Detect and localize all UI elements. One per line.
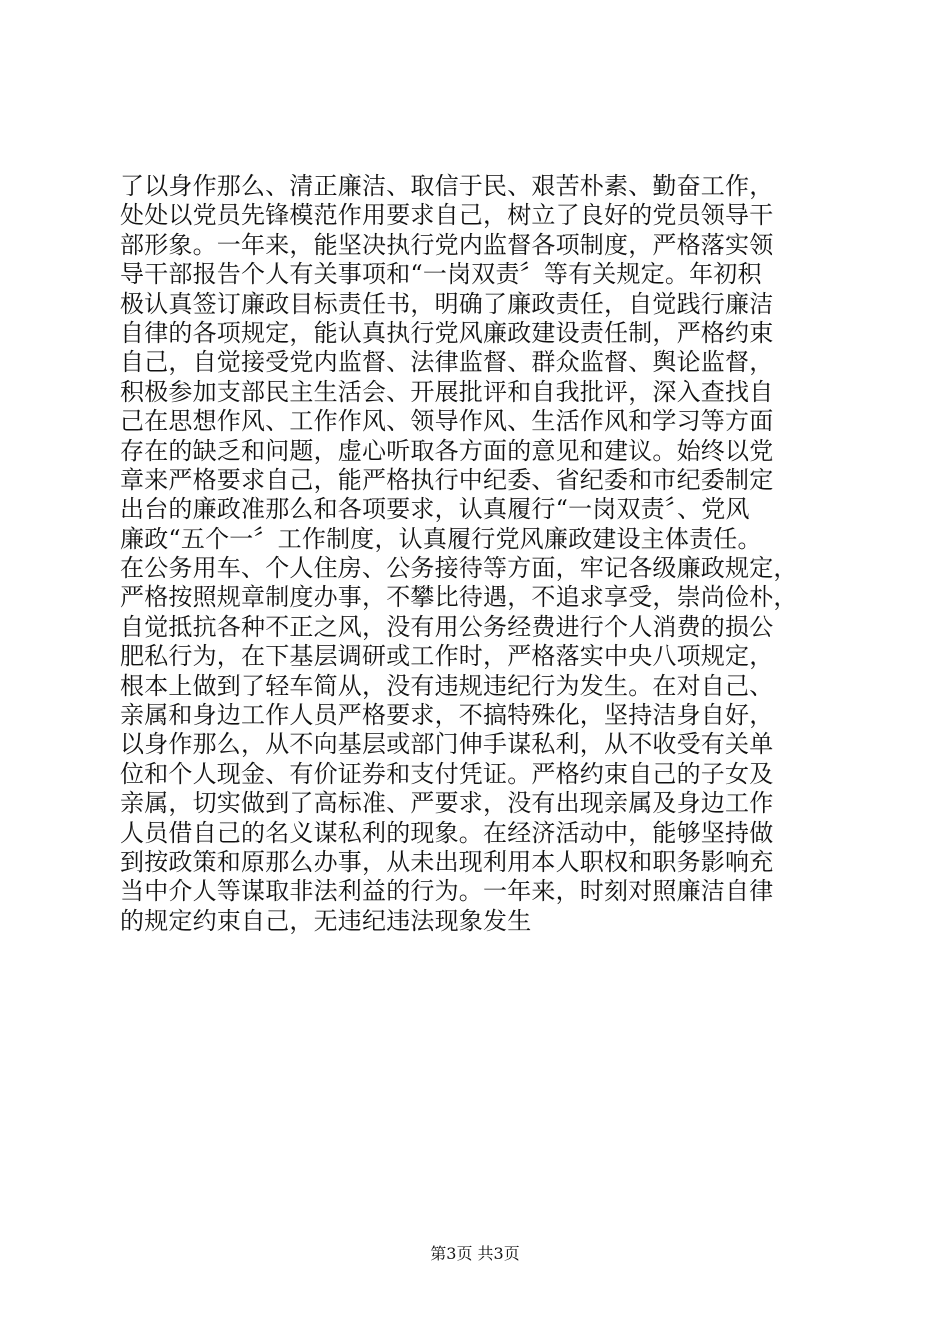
text-line: 严格按照规章制度办事，不攀比待遇，不追求享受，崇尚俭朴， bbox=[120, 583, 798, 612]
text-line: 的规定约束自己，无违纪违法现象发生 bbox=[120, 906, 532, 935]
text-line: 亲属和身边工作人员严格要求，不搞特殊化，坚持洁身自好， bbox=[120, 701, 774, 730]
text-line: 人员借自己的名义谋私利的现象。在经济活动中，能够坚持做 bbox=[120, 818, 774, 847]
text-line: 出台的廉政准那么和各项要求，认真履行“一岗双责〞、党风 bbox=[120, 495, 750, 524]
text-line: 了以身作那么、清正廉洁、取信于民、艰苦朴素、勤奋工作， bbox=[120, 172, 774, 200]
text-line: 存在的缺乏和问题，虚心听取各方面的意见和建议。始终以党 bbox=[120, 436, 774, 465]
page-number: 第3页 共3页 bbox=[430, 1244, 520, 1263]
text-line: 导干部报告个人有关事项和“一岗双责〞等有关规定。年初积 bbox=[120, 260, 762, 289]
text-line: 极认真签订廉政目标责任书，明确了廉政责任，自觉践行廉洁 bbox=[120, 289, 774, 318]
text-line: 以身作那么，从不向基层或部门伸手谋私利，从不收受有关单 bbox=[120, 730, 774, 759]
text-line: 积极参加支部民主生活会、开展批评和自我批评，深入查找自 bbox=[120, 377, 774, 406]
text-line: 部形象。一年来，能坚决执行党内监督各项制度，严格落实领 bbox=[120, 230, 774, 259]
text-line: 当中介人等谋取非法利益的行为。一年来，时刻对照廉洁自律 bbox=[120, 877, 774, 906]
text-line: 根本上做到了轻车简从，没有违规违纪行为发生。在对自己、 bbox=[120, 671, 774, 700]
text-line: 处处以党员先锋模范作用要求自己，树立了良好的党员领导干 bbox=[120, 201, 774, 230]
text-line: 自觉抵抗各种不正之风，没有用公务经费进行个人消费的损公 bbox=[120, 612, 774, 641]
body-text bbox=[120, 172, 840, 936]
text-line: 肥私行为，在下基层调研或工作时，严格落实中央八项规定， bbox=[120, 642, 774, 671]
text-line: 位和个人现金、有价证券和支付凭证。严格约束自己的子女及 bbox=[120, 759, 774, 788]
text-line: 廉政“五个一〞工作制度，认真履行党风廉政建设主体责任。 bbox=[120, 524, 762, 553]
text-line: 己在思想作风、工作作风、领导作风、生活作风和学习等方面 bbox=[120, 407, 774, 436]
text-line: 自律的各项规定，能认真执行党风廉政建设责任制，严格约束 bbox=[120, 318, 774, 347]
text-line: 到按政策和原那么办事，从未出现利用本人职权和职务影响充 bbox=[120, 847, 774, 876]
text-line: 自己，自觉接受党内监督、法律监督、群众监督、舆论监督， bbox=[120, 348, 774, 377]
page-footer bbox=[0, 1244, 950, 1264]
text-line: 章来严格要求自己，能严格执行中纪委、省纪委和市纪委制定 bbox=[120, 465, 774, 494]
text-line: 亲属，切实做到了高标准、严要求，没有出现亲属及身边工作 bbox=[120, 789, 774, 818]
text-line: 在公务用车、个人住房、公务接待等方面，牢记各级廉政规定， bbox=[120, 554, 798, 583]
